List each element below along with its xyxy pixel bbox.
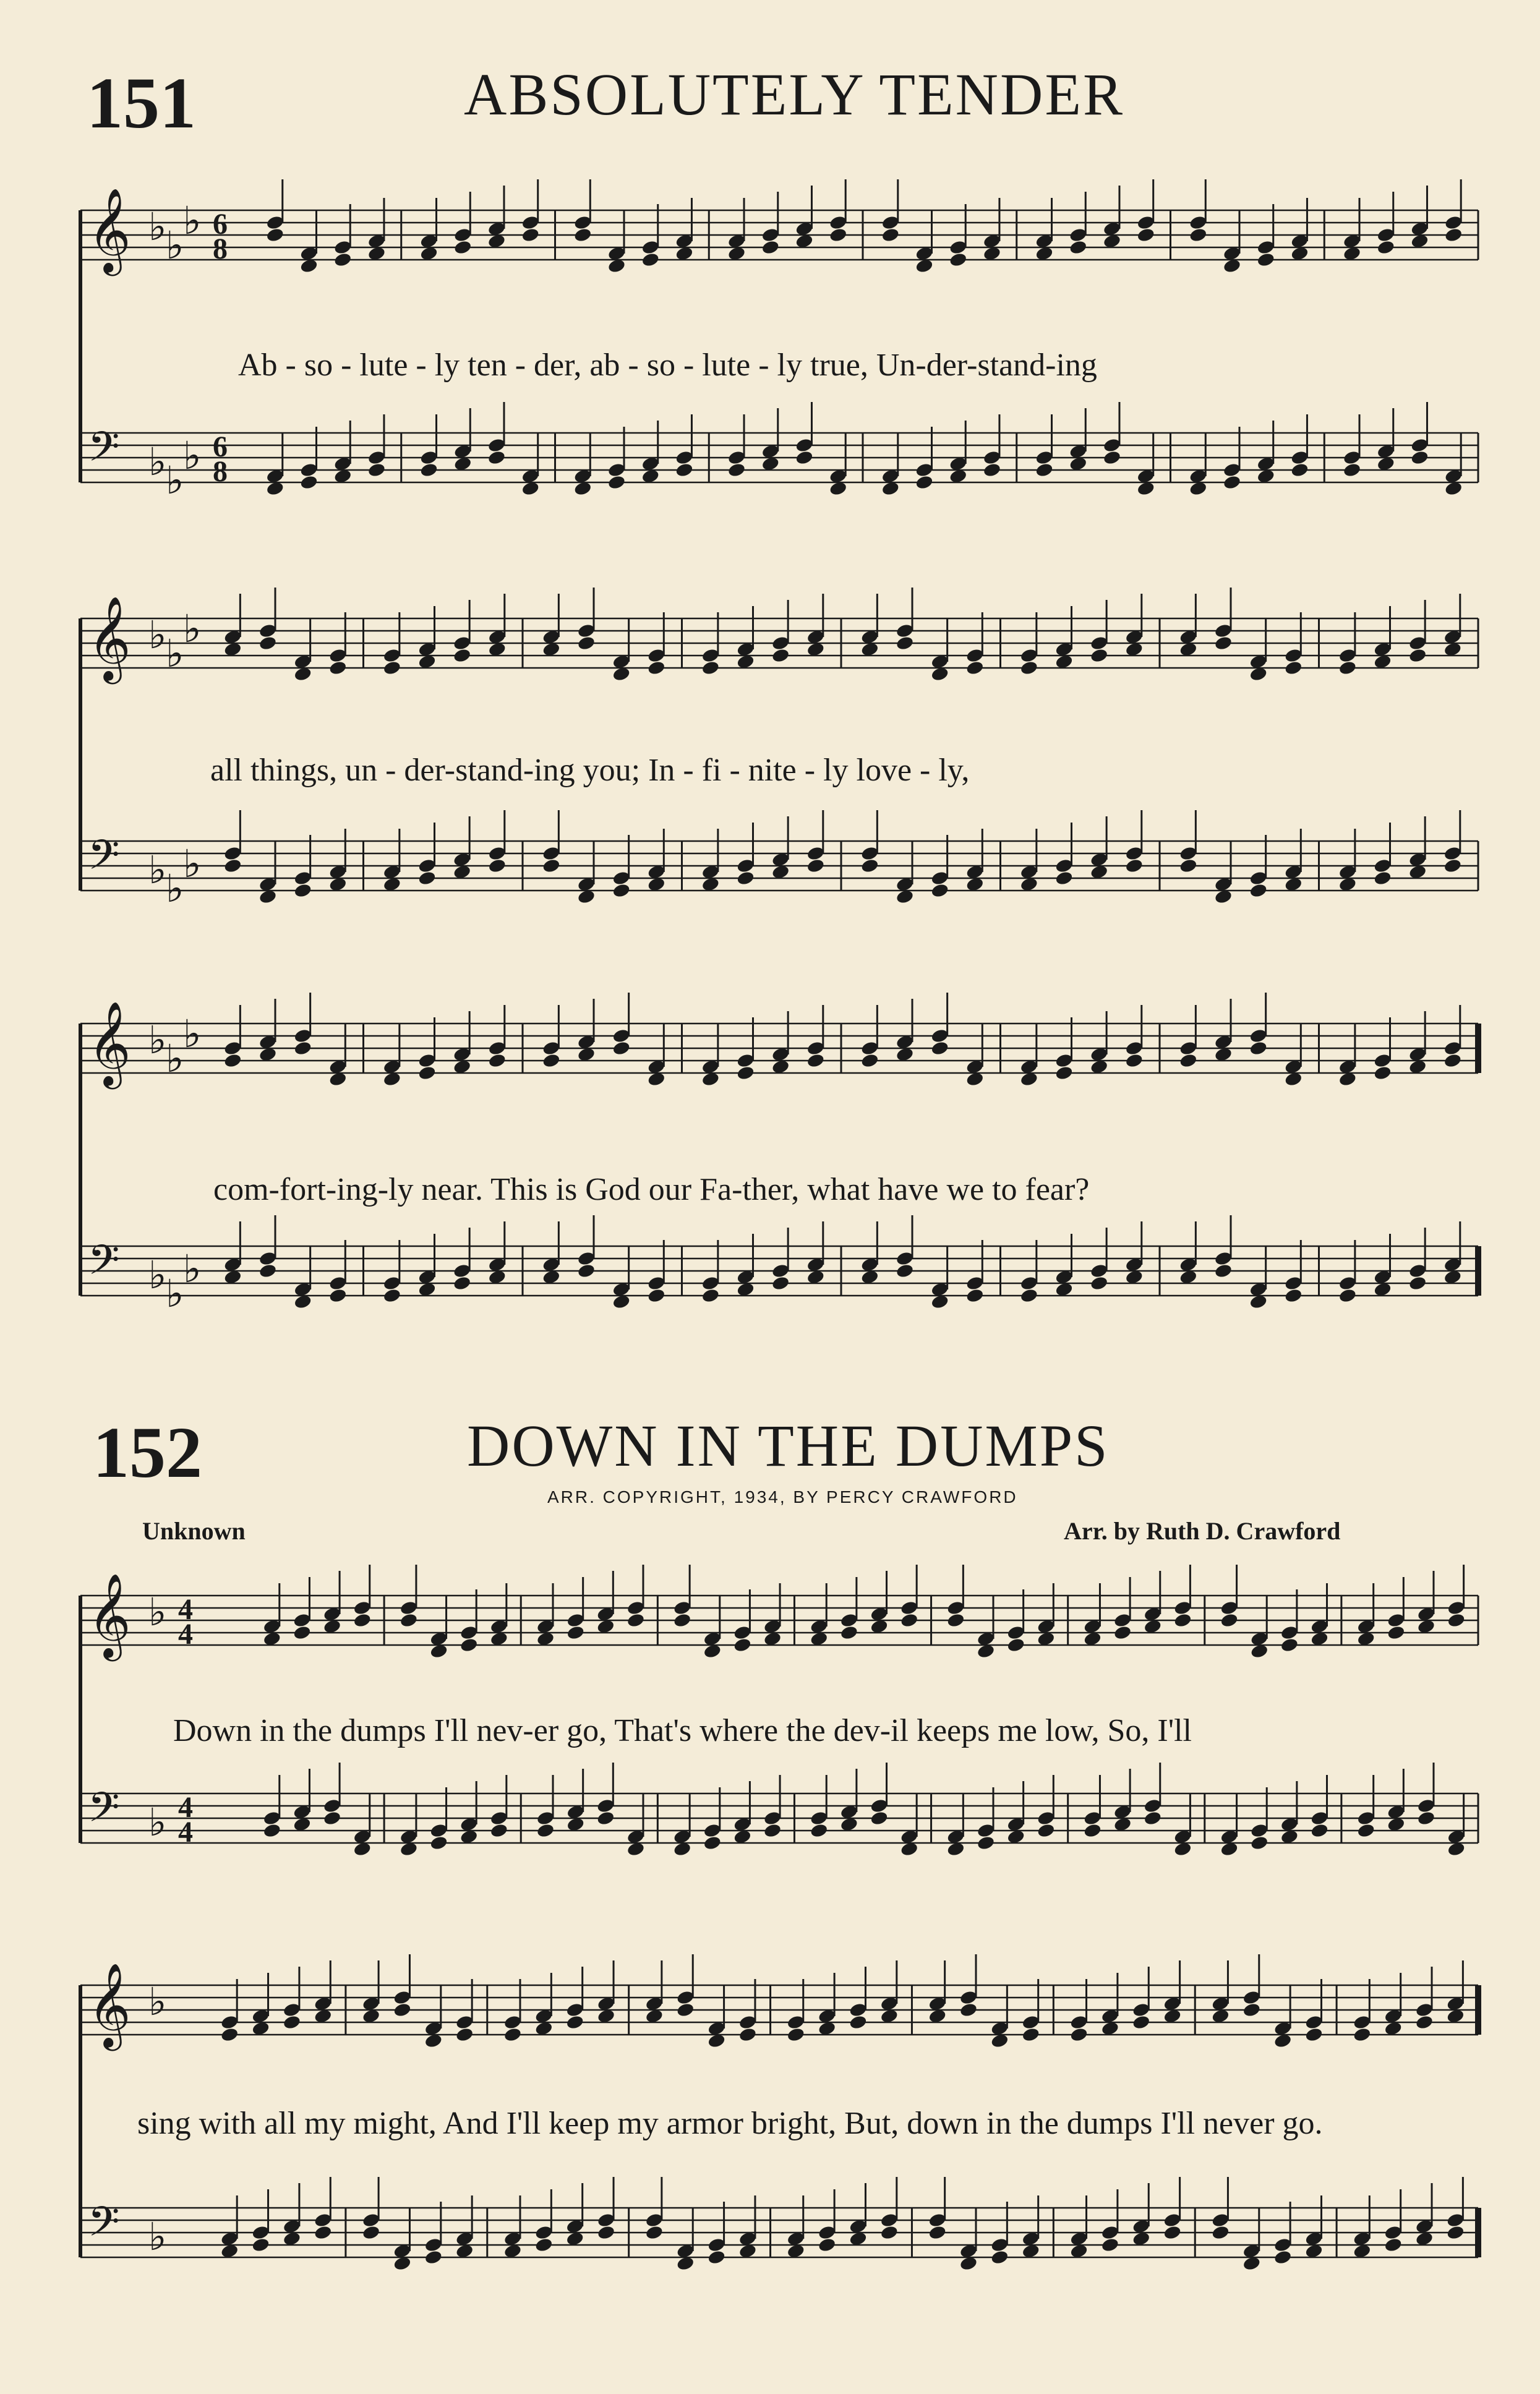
- flat-icon: ♭: [148, 847, 167, 892]
- note-head: [818, 2237, 837, 2253]
- note-head: [1304, 2027, 1324, 2043]
- note-head: [829, 227, 848, 243]
- note-head: [930, 883, 949, 899]
- note-head: [263, 1823, 282, 1839]
- note-head: [1410, 450, 1429, 466]
- note-head: [1384, 2237, 1403, 2253]
- note-head: [806, 858, 826, 874]
- note-head: [1083, 1823, 1102, 1839]
- note-head: [565, 2014, 584, 2030]
- time-signature-top: 6: [213, 430, 228, 463]
- note-head: [1090, 648, 1109, 664]
- note-head: [1280, 1637, 1299, 1653]
- note-head: [1054, 1065, 1074, 1081]
- note-head: [1417, 1810, 1436, 1826]
- flat-icon: ♭: [166, 631, 184, 676]
- hymn-number: 151: [87, 62, 196, 143]
- note-head: [1250, 1835, 1269, 1851]
- note-head: [647, 660, 666, 676]
- note-head: [771, 648, 790, 664]
- note-head: [612, 883, 631, 899]
- note-head: [849, 2014, 868, 2030]
- flat-icon: ♭: [148, 612, 167, 657]
- treble-clef-icon: 𝄞: [88, 1572, 131, 1657]
- note-head: [1035, 462, 1054, 478]
- bass-clef-icon: 𝄢: [88, 831, 120, 889]
- note-head: [259, 1263, 278, 1279]
- note-head: [536, 1823, 555, 1839]
- note-head: [1310, 1823, 1329, 1839]
- note-head: [896, 1263, 915, 1279]
- note-head: [1173, 1612, 1192, 1628]
- note-head: [328, 660, 348, 676]
- time-signature-top: 6: [213, 208, 228, 241]
- lyric-line: sing with all my might, And I'll keep my armor bright, But, down in the dumps I'll never go.: [137, 2106, 1323, 2141]
- note-head: [1163, 2225, 1182, 2241]
- note-head: [612, 1040, 631, 1056]
- note-head: [1136, 227, 1155, 243]
- note-head: [1415, 2014, 1434, 2030]
- note-head: [1214, 635, 1233, 651]
- hymn-title: DOWN IN THE DUMPS: [467, 1413, 1110, 1479]
- note-head: [738, 2027, 758, 2043]
- flat-icon: ♭: [166, 866, 184, 911]
- note-head: [453, 1275, 472, 1291]
- note-head: [1356, 1823, 1375, 1839]
- flat-icon: ♭: [166, 223, 184, 268]
- note-head: [1143, 1810, 1162, 1826]
- note-head: [1444, 227, 1463, 243]
- note-head: [761, 239, 780, 255]
- note-head: [1373, 1065, 1392, 1081]
- note-head: [983, 462, 1002, 478]
- flat-icon: ♭: [148, 204, 167, 249]
- flat-icon: ♭: [148, 2214, 167, 2259]
- note-head: [1101, 2237, 1120, 2253]
- note-head: [251, 2237, 270, 2253]
- note-head: [223, 1053, 242, 1069]
- note-head: [990, 2249, 1009, 2265]
- note-head: [763, 1823, 782, 1839]
- note-head: [333, 252, 353, 268]
- treble-clef-icon: 𝄞: [88, 595, 131, 680]
- note-head: [323, 1810, 342, 1826]
- note-head: [1132, 2014, 1151, 2030]
- note-head: [736, 870, 755, 886]
- flat-icon: ♭: [148, 1800, 167, 1845]
- flat-icon: ♭: [183, 433, 202, 478]
- note-head: [1211, 2225, 1230, 2241]
- note-head: [400, 1612, 419, 1628]
- note-head: [1090, 1275, 1109, 1291]
- note-head: [949, 252, 968, 268]
- note-head: [487, 450, 507, 466]
- note-head: [1220, 1612, 1239, 1628]
- note-head: [453, 239, 473, 255]
- treble-clef-icon: 𝄞: [88, 187, 131, 272]
- lyric-line: Ab - so - lute - ly ten - der, ab - so - lute - ly true, Un-der-stand-ing: [238, 348, 1097, 383]
- note-head: [521, 227, 540, 243]
- note-head: [965, 1288, 985, 1304]
- note-head: [417, 1065, 437, 1081]
- note-head: [727, 462, 746, 478]
- flat-icon: ♭: [148, 1252, 167, 1297]
- lyric-line: com-fort-ing-ly near. This is God our Fa-ther, what have we to fear?: [213, 1172, 1090, 1207]
- note-head: [259, 635, 278, 651]
- note-head: [881, 227, 900, 243]
- note-head: [429, 1835, 448, 1851]
- note-head: [265, 227, 284, 243]
- note-head: [503, 2027, 523, 2043]
- note-head: [314, 2225, 333, 2241]
- note-head: [647, 1288, 666, 1304]
- flat-icon: ♭: [183, 841, 202, 886]
- note-head: [577, 1263, 596, 1279]
- flat-icon: ♭: [148, 1979, 167, 2024]
- note-head: [915, 474, 934, 490]
- note-head: [1290, 462, 1309, 478]
- note-head: [223, 858, 242, 874]
- note-head: [795, 450, 814, 466]
- note-head: [1249, 1040, 1268, 1056]
- note-head: [597, 2225, 616, 2241]
- note-head: [362, 2225, 381, 2241]
- note-head: [1179, 858, 1198, 874]
- bass-clef-icon: 𝄢: [88, 1236, 120, 1294]
- note-head: [596, 1810, 615, 1826]
- time-signature-bottom: 4: [178, 1816, 193, 1849]
- note-head: [607, 474, 627, 490]
- treble-clef-icon: 𝄞: [88, 1000, 131, 1085]
- note-head: [896, 635, 915, 651]
- flat-icon: ♭: [148, 439, 167, 484]
- note-head: [299, 474, 319, 490]
- note-head: [393, 2002, 412, 2018]
- note-head: [1020, 660, 1039, 676]
- note-head: [928, 2225, 947, 2241]
- note-head: [1446, 2225, 1465, 2241]
- note-head: [353, 1612, 372, 1628]
- note-head: [900, 1612, 919, 1628]
- note-head: [641, 252, 660, 268]
- note-head: [293, 1040, 312, 1056]
- note-head: [977, 1835, 996, 1851]
- note-head: [673, 1612, 692, 1628]
- note-head: [1214, 1263, 1233, 1279]
- note-head: [645, 2225, 664, 2241]
- time-signature-bottom: 8: [213, 233, 228, 265]
- note-head: [1373, 870, 1392, 886]
- flat-icon: ♭: [166, 1271, 184, 1316]
- words-credit: Unknown: [142, 1517, 246, 1545]
- note-head: [736, 1065, 755, 1081]
- note-head: [1069, 239, 1088, 255]
- note-head: [1338, 1288, 1358, 1304]
- note-head: [1256, 252, 1275, 268]
- note-head: [1242, 2002, 1261, 2018]
- note-head: [367, 462, 387, 478]
- note-head: [490, 1823, 509, 1839]
- note-head: [424, 2249, 443, 2265]
- music-credit: Arr. by Ruth D. Crawford: [1064, 1517, 1341, 1545]
- note-head: [806, 1053, 826, 1069]
- note-head: [1444, 1053, 1463, 1069]
- note-head: [703, 1835, 722, 1851]
- note-head: [293, 1625, 312, 1641]
- note-head: [786, 2027, 805, 2043]
- note-head: [453, 648, 472, 664]
- note-head: [488, 858, 507, 874]
- note-head: [1284, 1288, 1303, 1304]
- note-head: [460, 1637, 479, 1653]
- note-head: [1338, 660, 1358, 676]
- note-head: [1408, 1275, 1427, 1291]
- note-head: [1408, 648, 1427, 664]
- note-head: [676, 2002, 695, 2018]
- note-head: [1069, 2027, 1089, 2043]
- note-head: [707, 2249, 726, 2265]
- flat-icon: ♭: [166, 458, 184, 503]
- note-head: [1284, 660, 1303, 676]
- note-head: [1006, 1637, 1025, 1653]
- note-head: [627, 1612, 646, 1628]
- note-head: [1447, 1612, 1466, 1628]
- note-head: [771, 1275, 790, 1291]
- note-head: [1343, 462, 1362, 478]
- note-head: [930, 1040, 949, 1056]
- copyright-notice: ARR. COPYRIGHT, 1934, BY PERCY CRAWFORD: [547, 1487, 1018, 1507]
- note-head: [419, 462, 438, 478]
- lyric-line: all things, un - der-stand-ing you; In - fi - nite - ly love - ly,: [210, 753, 970, 788]
- note-head: [1376, 239, 1395, 255]
- note-head: [534, 2237, 554, 2253]
- note-head: [1179, 1053, 1198, 1069]
- note-head: [566, 1625, 585, 1641]
- note-head: [542, 858, 561, 874]
- flat-icon: ♭: [183, 1011, 202, 1056]
- time-signature-bottom: 8: [213, 455, 228, 488]
- note-head: [701, 660, 721, 676]
- note-head: [701, 1288, 721, 1304]
- note-head: [860, 858, 879, 874]
- note-head: [328, 1288, 348, 1304]
- flat-icon: ♭: [166, 1036, 184, 1081]
- bass-clef-icon: 𝄢: [88, 423, 120, 481]
- note-head: [1273, 2249, 1293, 2265]
- note-head: [383, 1288, 402, 1304]
- note-head: [417, 870, 437, 886]
- flat-icon: ♭: [183, 198, 202, 243]
- note-head: [577, 635, 596, 651]
- note-head: [1223, 474, 1242, 490]
- flat-icon: ♭: [183, 606, 202, 651]
- note-head: [1103, 450, 1122, 466]
- note-head: [573, 227, 592, 243]
- note-head: [542, 1053, 561, 1069]
- note-head: [1125, 1053, 1144, 1069]
- note-head: [293, 883, 312, 899]
- note-head: [1353, 2027, 1372, 2043]
- bass-clef-icon: 𝄢: [88, 2198, 120, 2255]
- note-head: [840, 1625, 859, 1641]
- note-head: [1444, 858, 1463, 874]
- note-head: [880, 2225, 899, 2241]
- bass-clef-icon: 𝄢: [88, 1784, 120, 1841]
- note-head: [965, 660, 985, 676]
- note-head: [283, 2014, 302, 2030]
- flat-icon: ♭: [183, 1246, 202, 1291]
- note-head: [1125, 858, 1144, 874]
- treble-clef-icon: 𝄞: [88, 1962, 131, 2047]
- note-head: [1021, 2027, 1040, 2043]
- note-head: [488, 1053, 507, 1069]
- hymn-number: 152: [93, 1412, 202, 1493]
- hymn-title: ABSOLUTELY TENDER: [464, 61, 1124, 127]
- note-head: [455, 2027, 474, 2043]
- flat-icon: ♭: [148, 1017, 167, 1062]
- note-head: [959, 2002, 978, 2018]
- note-head: [810, 1823, 829, 1839]
- time-signature-top: 4: [178, 1791, 193, 1824]
- note-head: [1037, 1823, 1056, 1839]
- lyric-line: Down in the dumps I'll nev-er go, That's where the dev-il keeps me low, So, I'll: [173, 1713, 1192, 1748]
- time-signature-top: 4: [178, 1593, 193, 1626]
- time-signature-bottom: 4: [178, 1618, 193, 1651]
- note-head: [870, 1810, 889, 1826]
- note-head: [675, 462, 694, 478]
- note-head: [1054, 870, 1074, 886]
- note-head: [733, 1637, 752, 1653]
- flat-icon: ♭: [148, 1589, 167, 1635]
- note-head: [383, 660, 402, 676]
- note-head: [220, 2027, 239, 2043]
- note-head: [1189, 227, 1208, 243]
- note-head: [860, 1053, 879, 1069]
- note-head: [1249, 883, 1268, 899]
- note-head: [1387, 1625, 1406, 1641]
- note-head: [1113, 1625, 1132, 1641]
- note-head: [1020, 1288, 1039, 1304]
- note-head: [946, 1612, 965, 1628]
